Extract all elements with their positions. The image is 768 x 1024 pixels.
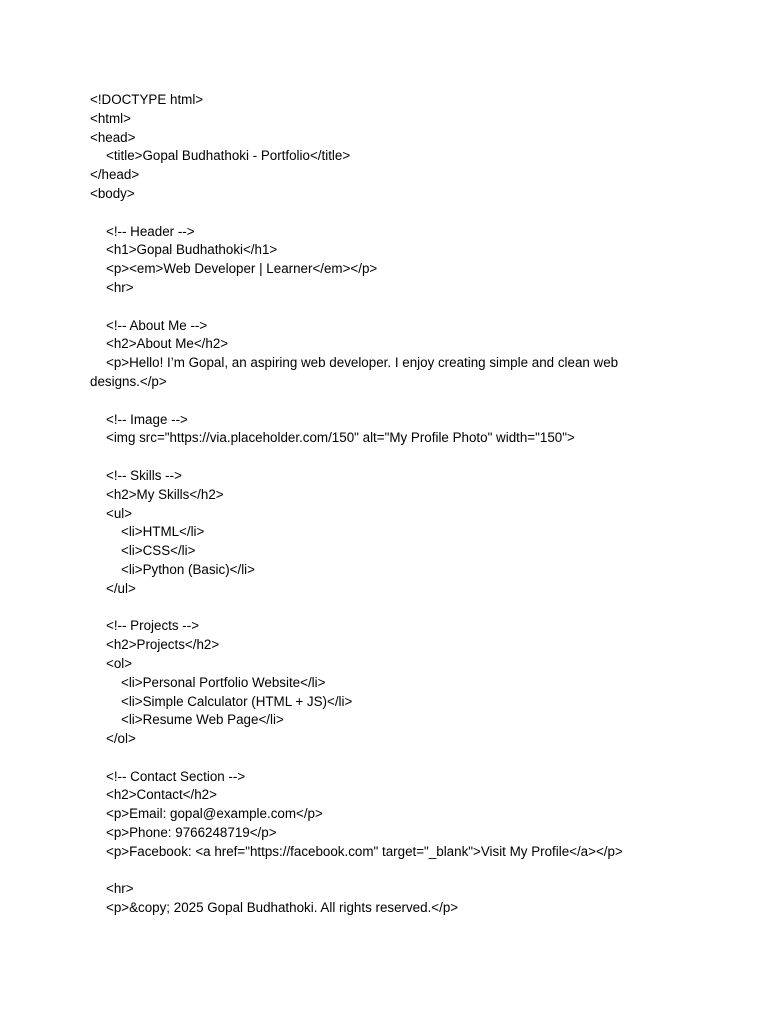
code-line: <h2>Projects</h2> bbox=[106, 637, 220, 653]
blank-line bbox=[90, 599, 660, 618]
code-line: <li>Simple Calculator (HTML + JS)</li> bbox=[121, 693, 353, 709]
code-comment: <!-- Contact Section --> bbox=[106, 768, 246, 784]
html-source-code bbox=[90, 91, 660, 918]
code-comment: <!-- About Me --> bbox=[106, 317, 208, 333]
code-comment: <!-- Header --> bbox=[106, 223, 195, 239]
code-line: <title>Gopal Budhathoki - Portfolio</title> bbox=[106, 148, 351, 164]
code-line: </head> bbox=[90, 167, 140, 183]
code-line: <h1>Gopal Budhathoki</h1> bbox=[106, 242, 278, 258]
code-line: <hr> bbox=[106, 881, 134, 897]
code-text: <p>Hello! I’m Gopal, an aspiring web developer. I enjoy creating simple and clean web designs.</p> bbox=[90, 355, 622, 389]
code-line: <ol> bbox=[106, 655, 133, 671]
code-line: <ul> bbox=[106, 505, 133, 521]
code-line: <html> bbox=[90, 110, 131, 126]
code-comment: <!-- Projects --> bbox=[106, 618, 200, 634]
blank-line bbox=[90, 204, 660, 223]
blank-line bbox=[90, 392, 660, 411]
code-line: <hr> bbox=[106, 279, 134, 295]
code-line: <!DOCTYPE html> bbox=[90, 92, 204, 107]
code-line: <p>Phone: 9766248719</p> bbox=[106, 825, 277, 841]
code-line: </ul> bbox=[106, 580, 136, 596]
code-comment: <!-- Image --> bbox=[106, 411, 188, 427]
code-line-wrapped bbox=[90, 354, 660, 392]
code-line: <body> bbox=[90, 185, 135, 201]
code-line: <li>CSS</li> bbox=[121, 543, 196, 559]
code-line: <p><em>Web Developer | Learner</em></p> bbox=[106, 261, 378, 277]
code-line: </ol> bbox=[106, 731, 136, 747]
code-line: <p>Facebook: <a href="https://facebook.com" target="_blank">Visit My Profile</a></p> bbox=[106, 843, 623, 859]
code-line: <h2>My Skills</h2> bbox=[106, 486, 224, 502]
blank-line bbox=[90, 749, 660, 768]
blank-line bbox=[90, 448, 660, 467]
blank-line bbox=[90, 862, 660, 881]
code-line: <head> bbox=[90, 129, 136, 145]
code-line: <li>HTML</li> bbox=[121, 524, 205, 540]
code-comment: <!-- Skills --> bbox=[106, 467, 182, 483]
code-line: <li>Resume Web Page</li> bbox=[121, 712, 284, 728]
code-line: <p>Email: gopal@example.com</p> bbox=[106, 806, 323, 822]
code-line: <li>Python (Basic)</li> bbox=[121, 561, 255, 577]
code-line: <p>&copy; 2025 Gopal Budhathoki. All rights reserved.</p> bbox=[106, 900, 459, 916]
blank-line bbox=[90, 298, 660, 317]
code-line: <h2>Contact</h2> bbox=[106, 787, 217, 803]
code-line: <img src="https://via.placeholder.com/150" alt="My Profile Photo" width="150"> bbox=[106, 430, 575, 446]
code-line: <h2>About Me</h2> bbox=[106, 336, 229, 352]
code-line: <li>Personal Portfolio Website</li> bbox=[121, 674, 326, 690]
